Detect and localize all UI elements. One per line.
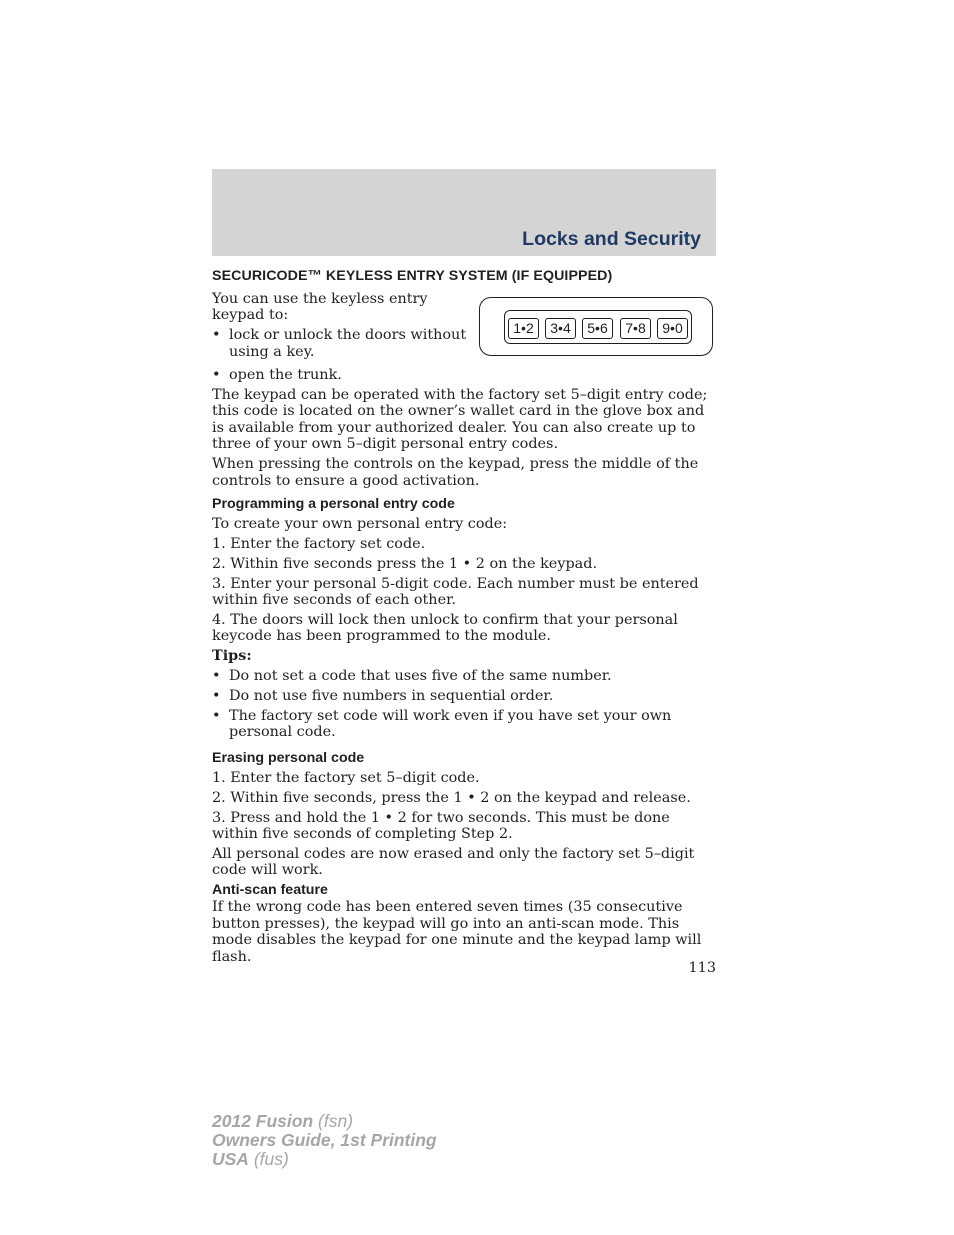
- bullet-icon: •: [212, 327, 221, 344]
- keypad-key-7-8: 7•8: [620, 318, 651, 339]
- intro-text: You can use the keyless entry keypad to:: [212, 291, 428, 324]
- footer-region: USA: [212, 1149, 249, 1169]
- list-item-text: The factory set code will work even if you have set your own personal code.: [229, 708, 672, 741]
- section-title: SECURICODE™ KEYLESS ENTRY SYSTEM (IF EQUIPPED): [212, 268, 613, 284]
- list-item: [212, 668, 716, 684]
- step-item: 2. Within five seconds, press the 1 • 2 on the keypad and release.: [212, 789, 691, 806]
- page-content: [212, 267, 716, 968]
- body-paragraph: To create your own personal entry code:: [212, 515, 508, 532]
- footer-model: 2012 Fusion: [212, 1111, 314, 1131]
- step-item: 3. Press and hold the 1 • 2 for two seconds. This must be done within five seconds of completing Step 2.: [212, 809, 670, 843]
- body-paragraph: When pressing the controls on the keypad, press the middle of the controls to ensure a good activation.: [212, 456, 699, 489]
- list-item: [212, 708, 716, 741]
- bullet-icon: •: [212, 668, 221, 685]
- body-paragraph: If the wrong code has been entered seven times (35 consecutive button presses), the keypad will go into an anti-scan mode. This mode disables the keypad for one minute and the keypad lamp will flash.: [212, 899, 702, 965]
- body-paragraph: The keypad can be operated with the factory set 5–digit entry code; this code is located on the owner’s wallet card in the glove box and is available from your authorized dealer. You can also create up to three of your own 5–digit personal entry codes.: [212, 387, 708, 453]
- bullet-icon: •: [212, 708, 221, 725]
- bullet-icon: •: [212, 688, 221, 705]
- subheading-erasing: Erasing personal code: [212, 749, 365, 766]
- keypad-key-1-2: 1•2: [508, 318, 539, 339]
- footer-model-code: (fsn): [313, 1111, 354, 1131]
- page-number: 113: [688, 960, 716, 976]
- list-item: [212, 367, 716, 383]
- subheading-antiscan: Anti-scan feature: [212, 882, 328, 899]
- section-header-band: [212, 169, 716, 256]
- list-item: [212, 327, 479, 360]
- step-item: 1. Enter the factory set 5–digit code.: [212, 769, 480, 786]
- tips-label: Tips:: [212, 647, 252, 665]
- list-item-text: open the trunk.: [229, 367, 342, 384]
- footer-line-guide: Owners Guide, 1st Printing: [212, 1130, 437, 1150]
- footer-region-code: (fus): [248, 1149, 289, 1169]
- step-item: 3. Enter your personal 5-digit code. Each number must be entered within five seconds of each other.: [212, 575, 699, 609]
- keypad-key-9-0: 9•0: [657, 318, 688, 339]
- list-item-text: Do not use five numbers in sequential order.: [229, 688, 554, 705]
- footer-line-model: [212, 1112, 437, 1131]
- list-item-text: Do not set a code that uses five of the same number.: [229, 668, 612, 685]
- footer-imprint: [212, 1112, 437, 1169]
- bullet-icon: •: [212, 367, 221, 384]
- body-paragraph: All personal codes are now erased and only the factory set 5–digit code will work.: [212, 845, 695, 879]
- subheading-programming: Programming a personal entry code: [212, 495, 455, 512]
- list-item: [212, 688, 716, 704]
- step-item: 4. The doors will lock then unlock to confirm that your personal keycode has been programmed to the module.: [212, 612, 678, 645]
- section-header-title: Locks and Security: [522, 228, 701, 250]
- list-item-text: lock or unlock the doors without using a key.: [229, 327, 467, 360]
- step-item: 2. Within five seconds press the 1 • 2 on the keypad.: [212, 555, 598, 572]
- footer-line-region: [212, 1150, 437, 1169]
- keypad-key-5-6: 5•6: [582, 318, 613, 339]
- step-item: 1. Enter the factory set code.: [212, 535, 426, 552]
- keypad-key-3-4: 3•4: [545, 318, 576, 339]
